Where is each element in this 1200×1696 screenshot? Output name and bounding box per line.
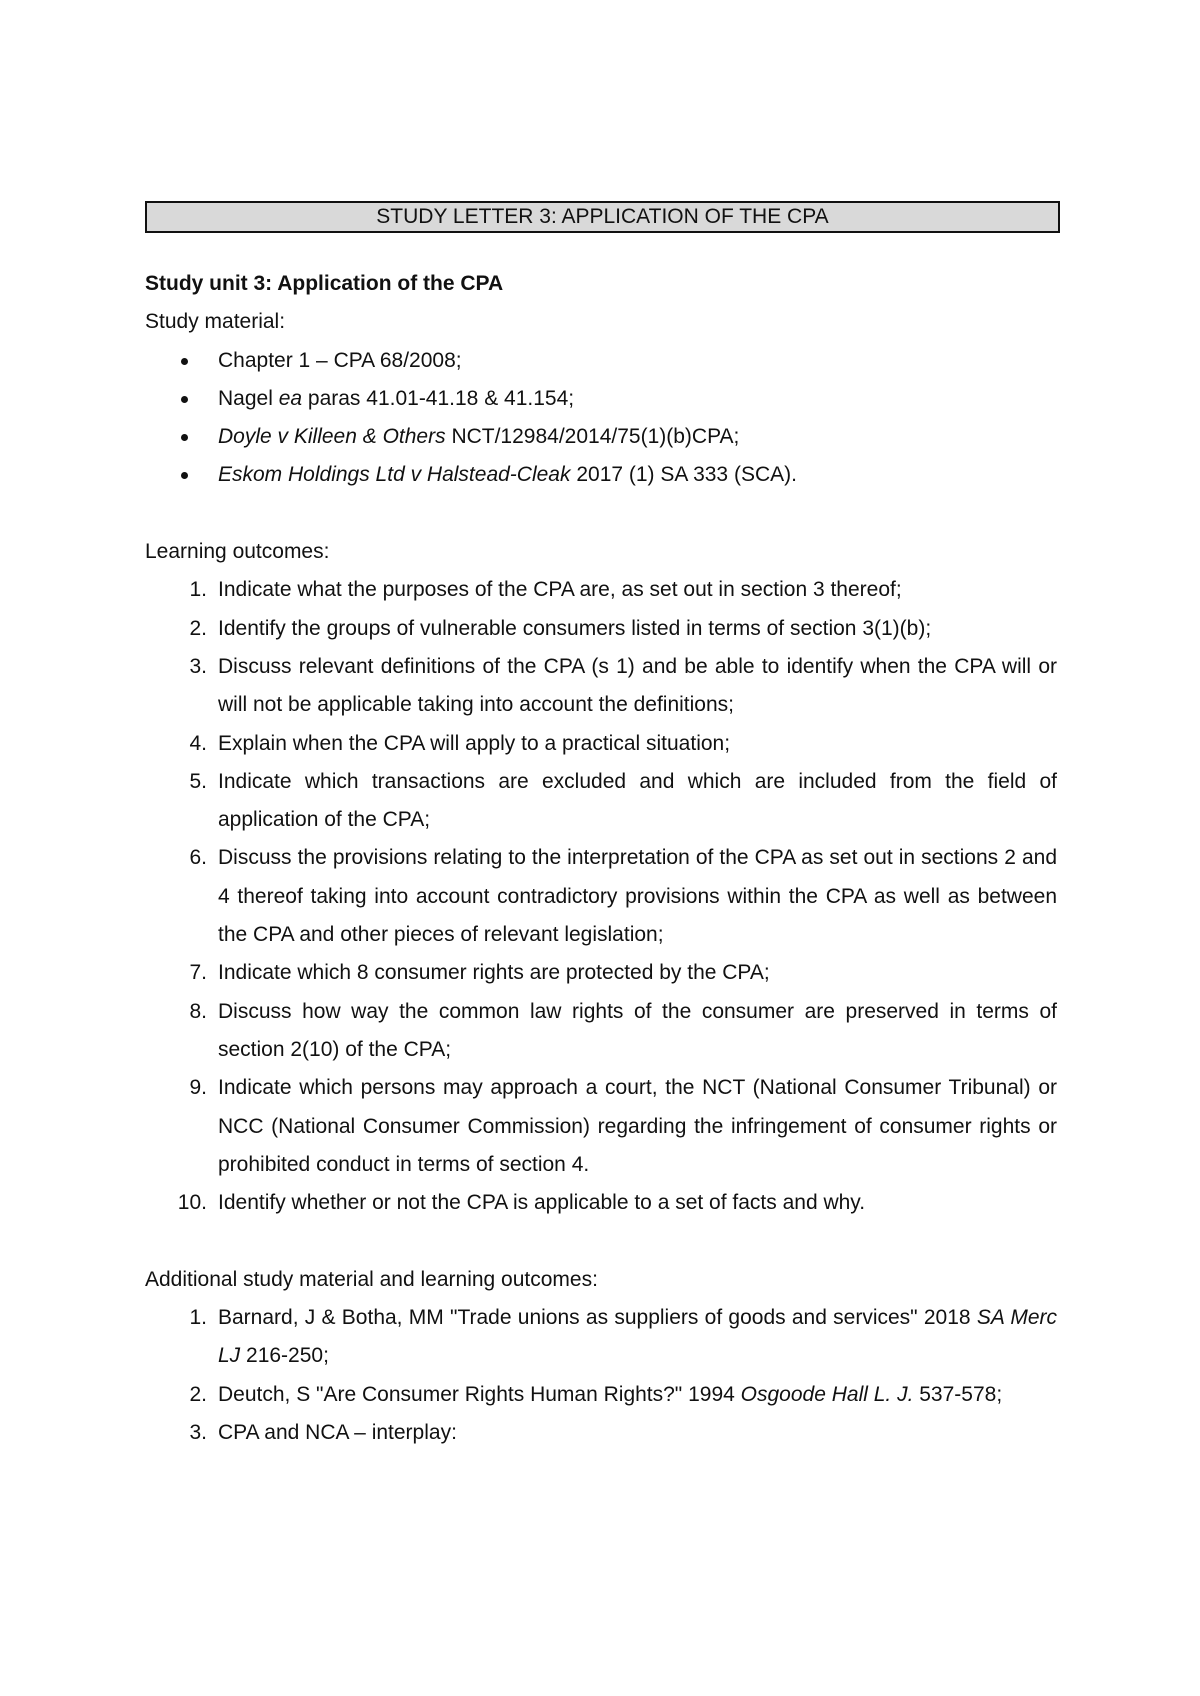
list-item: Chapter 1 – CPA 68/2008;	[145, 342, 1057, 380]
list-item: 10. Identify whether or not the CPA is applicable to a set of facts and why.	[177, 1191, 866, 1215]
additional-material-list	[145, 1299, 1057, 1452]
study-letter-title: STUDY LETTER 3: APPLICATION OF THE CPA	[145, 201, 1060, 233]
list-item: 8. Discuss how way the common law rights of the consumer are preserved in terms of section 2(10) of the CPA;	[189, 999, 1057, 1061]
study-unit-heading: Study unit 3: Application of the CPA	[145, 272, 504, 295]
bullet-icon	[181, 472, 188, 479]
study-material-label: Study material:	[145, 310, 286, 334]
bullet-icon	[181, 434, 188, 441]
list-item: Nagel ea paras 41.01-41.18 & 41.154;	[145, 380, 1057, 418]
list-item: 1. Indicate what the purposes of the CPA are, as set out in section 3 thereof;	[189, 578, 902, 602]
list-item: 4. Explain when the CPA will apply to a practical situation;	[189, 731, 731, 755]
bullet-icon	[181, 396, 188, 403]
list-item: 5. Indicate which transactions are excluded and which are included from the field of application of the CPA;	[189, 769, 1057, 832]
bullet-icon	[181, 358, 188, 365]
list-item: 9. Indicate which persons may approach a court, the NCT (National Consumer Tribunal) or NCC (National Consumer Commission) regarding the infringement of consumer rights or prohibited conduct in terms of section 4.	[189, 1076, 1057, 1176]
additional-material-label: Additional study material and learning outcomes:	[145, 1267, 598, 1291]
list-item: 2. Deutch, S "Are Consumer Rights Human Rights?" 1994 Osgoode Hall L. J. 537-578;	[189, 1382, 1003, 1406]
list-item: Eskom Holdings Ltd v Halstead-Cleak 2017 (1) SA 333 (SCA).	[145, 456, 1057, 494]
learning-outcomes-label: Learning outcomes:	[145, 540, 330, 564]
list-item: 3. CPA and NCA – interplay:	[189, 1420, 457, 1444]
study-unit-section	[145, 265, 1057, 1452]
list-item: 3. Discuss relevant definitions of the CPA (s 1) and be able to identify when the CPA will or will not be applicable taking into account the definitions;	[189, 654, 1057, 717]
learning-outcomes-list	[145, 571, 1057, 1222]
list-item: Doyle v Killeen & Others NCT/12984/2014/75(1)(b)CPA;	[145, 418, 1057, 456]
list-item: 2. Identify the groups of vulnerable consumers listed in terms of section 3(1)(b);	[189, 616, 932, 640]
list-item: 7. Indicate which 8 consumer rights are protected by the CPA;	[189, 961, 770, 985]
list-item: 6. Discuss the provisions relating to the interpretation of the CPA as set out in sections 2 and 4 thereof taking into account contradictory provisions within the CPA as well as between the CPA and other pieces of relevant legislation;	[189, 846, 1057, 947]
study-material-list	[145, 342, 1057, 495]
list-item: 1. Barnard, J & Botha, MM "Trade unions as suppliers of goods and services" 2018 SA Merc LJ 216-250;	[189, 1306, 1058, 1368]
